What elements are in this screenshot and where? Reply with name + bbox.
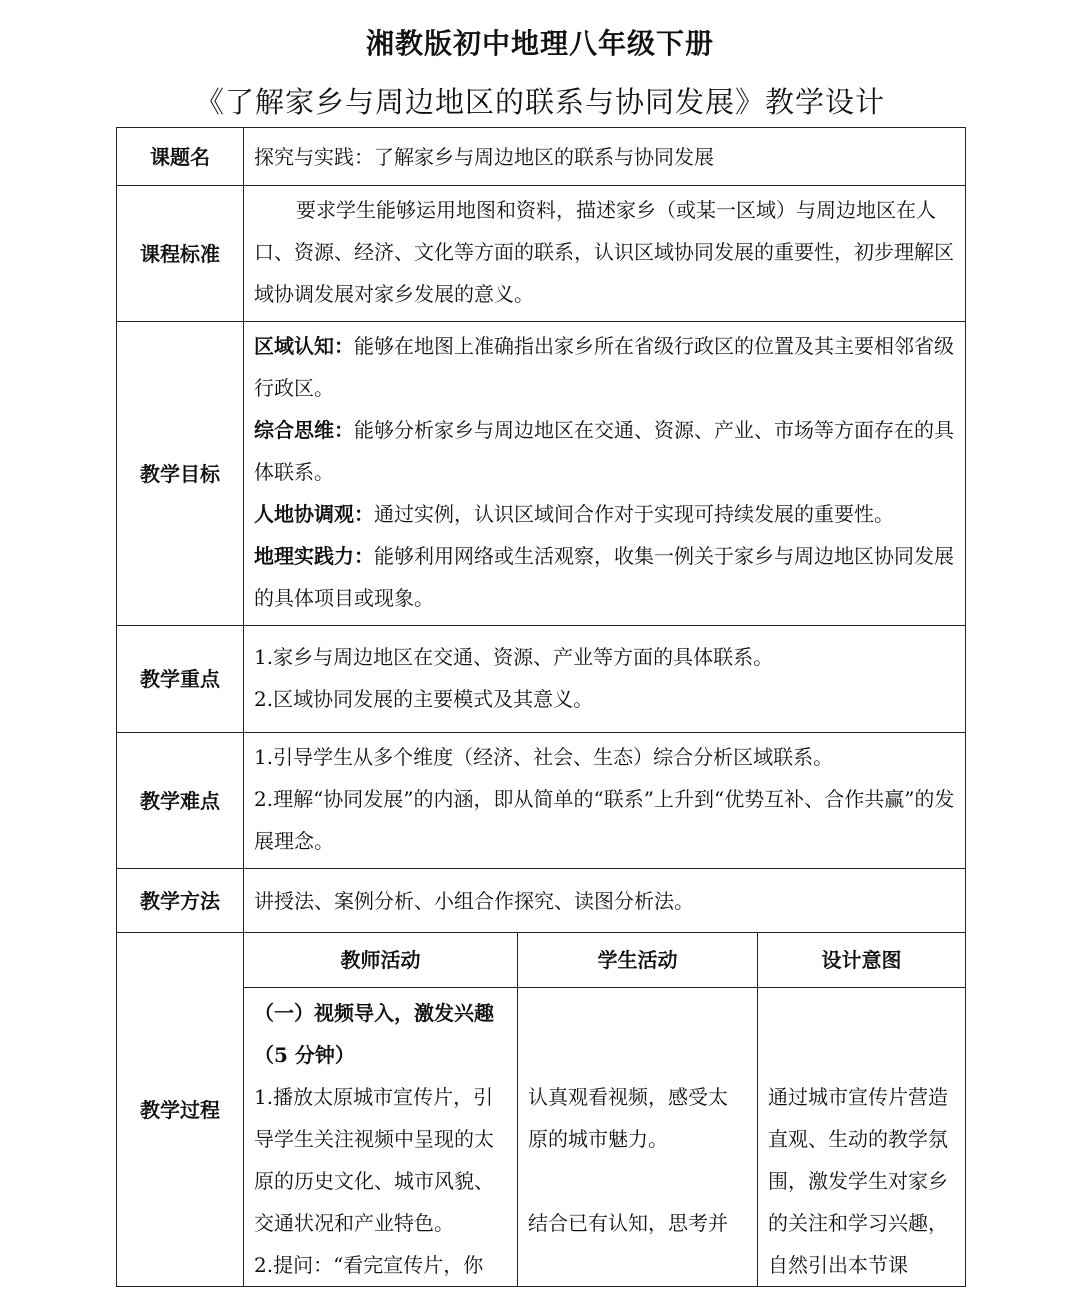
goal-head: 区域认知： <box>254 334 354 358</box>
section-title: （一）视频导入，激发兴趣（5 分钟） <box>254 1001 494 1067</box>
methods-value: 讲授法、案例分析、小组合作探究、读图分析法。 <box>244 869 966 933</box>
difficulty-item: 2.理解“协同发展”的内涵，即从简单的“联系”上升到“优势互补、合作共赢”的发展理念。 <box>254 787 955 853</box>
topic-value: 探究与实践：了解家乡与周边地区的联系与协同发展 <box>244 128 966 186</box>
teacher-item: 2.提问：“看完宣传片，你 <box>254 1253 484 1277</box>
teacher-item: 1.播放太原城市宣传片，引导学生关注视频中呈现的太原的历史文化、城市风貌、交通状况和产业特色。 <box>254 1085 494 1235</box>
standard-label: 课程标准 <box>117 186 244 322</box>
row-standard <box>117 186 966 322</box>
methods-label: 教学方法 <box>117 869 244 933</box>
row-difficulties <box>117 733 966 869</box>
row-key-points <box>117 626 966 733</box>
difficulty-item: 1.引导学生从多个维度（经济、社会、生态）综合分析区域联系。 <box>254 745 834 769</box>
header-teacher: 教师活动 <box>244 933 518 988</box>
key-point-item: 2.区域协同发展的主要模式及其意义。 <box>254 686 594 711</box>
document-title: 湘教版初中地理八年级下册 <box>365 27 714 60</box>
goals-label: 教学目标 <box>117 322 244 626</box>
row-process-header <box>117 933 966 988</box>
topic-label: 课题名 <box>117 128 244 186</box>
goal-head: 综合思维： <box>254 418 354 442</box>
key-points-label: 教学重点 <box>117 626 244 733</box>
lesson-plan-table <box>116 127 966 1287</box>
difficulties-label: 教学难点 <box>117 733 244 869</box>
goal-text: 通过实例，认识区域间合作对于实现可持续发展的重要性。 <box>374 502 894 526</box>
goal-text: 能够在地图上准确指出家乡所在省级行政区的位置及其主要相邻省级行政区。 <box>254 334 954 400</box>
standard-text: 要求学生能够运用地图和资料，描述家乡（或某一区域）与周边地区在人口、资源、经济、文化等方面的联系，认识区域协同发展的重要性，初步理解区域协调发展对家乡发展的意义。 <box>254 198 954 306</box>
intent-text: 通过城市宣传片营造直观、生动的教学氛围，激发学生对家乡的关注和学习兴趣，自然引出本节课 <box>768 1085 948 1277</box>
row-methods <box>117 869 966 933</box>
header-intent: 设计意图 <box>758 933 966 988</box>
row-process-body <box>117 988 966 1287</box>
student-item: 认真观看视频，感受太原的城市魅力。 <box>528 1085 728 1151</box>
goal-item <box>254 325 955 409</box>
student-item: 结合已有认知，思考并 <box>528 1211 728 1235</box>
goal-text: 能够分析家乡与周边地区在交通、资源、产业、市场等方面存在的具体联系。 <box>254 418 954 484</box>
process-label: 教学过程 <box>117 933 244 1287</box>
goal-head: 人地协调观： <box>254 502 374 526</box>
header-student: 学生活动 <box>518 933 758 988</box>
goal-item <box>254 409 955 493</box>
row-topic <box>117 128 966 186</box>
document-subtitle: 《了解家乡与周边地区的联系与协同发展》教学设计 <box>194 85 885 119</box>
key-point-item: 1.家乡与周边地区在交通、资源、产业等方面的具体联系。 <box>254 644 774 669</box>
goal-head: 地理实践力： <box>254 544 374 568</box>
goal-item <box>254 493 955 535</box>
goal-text: 能够利用网络或生活观察，收集一例关于家乡与周边地区协同发展的具体项目或现象。 <box>254 544 954 610</box>
row-goals <box>117 322 966 626</box>
goal-item <box>254 535 955 619</box>
